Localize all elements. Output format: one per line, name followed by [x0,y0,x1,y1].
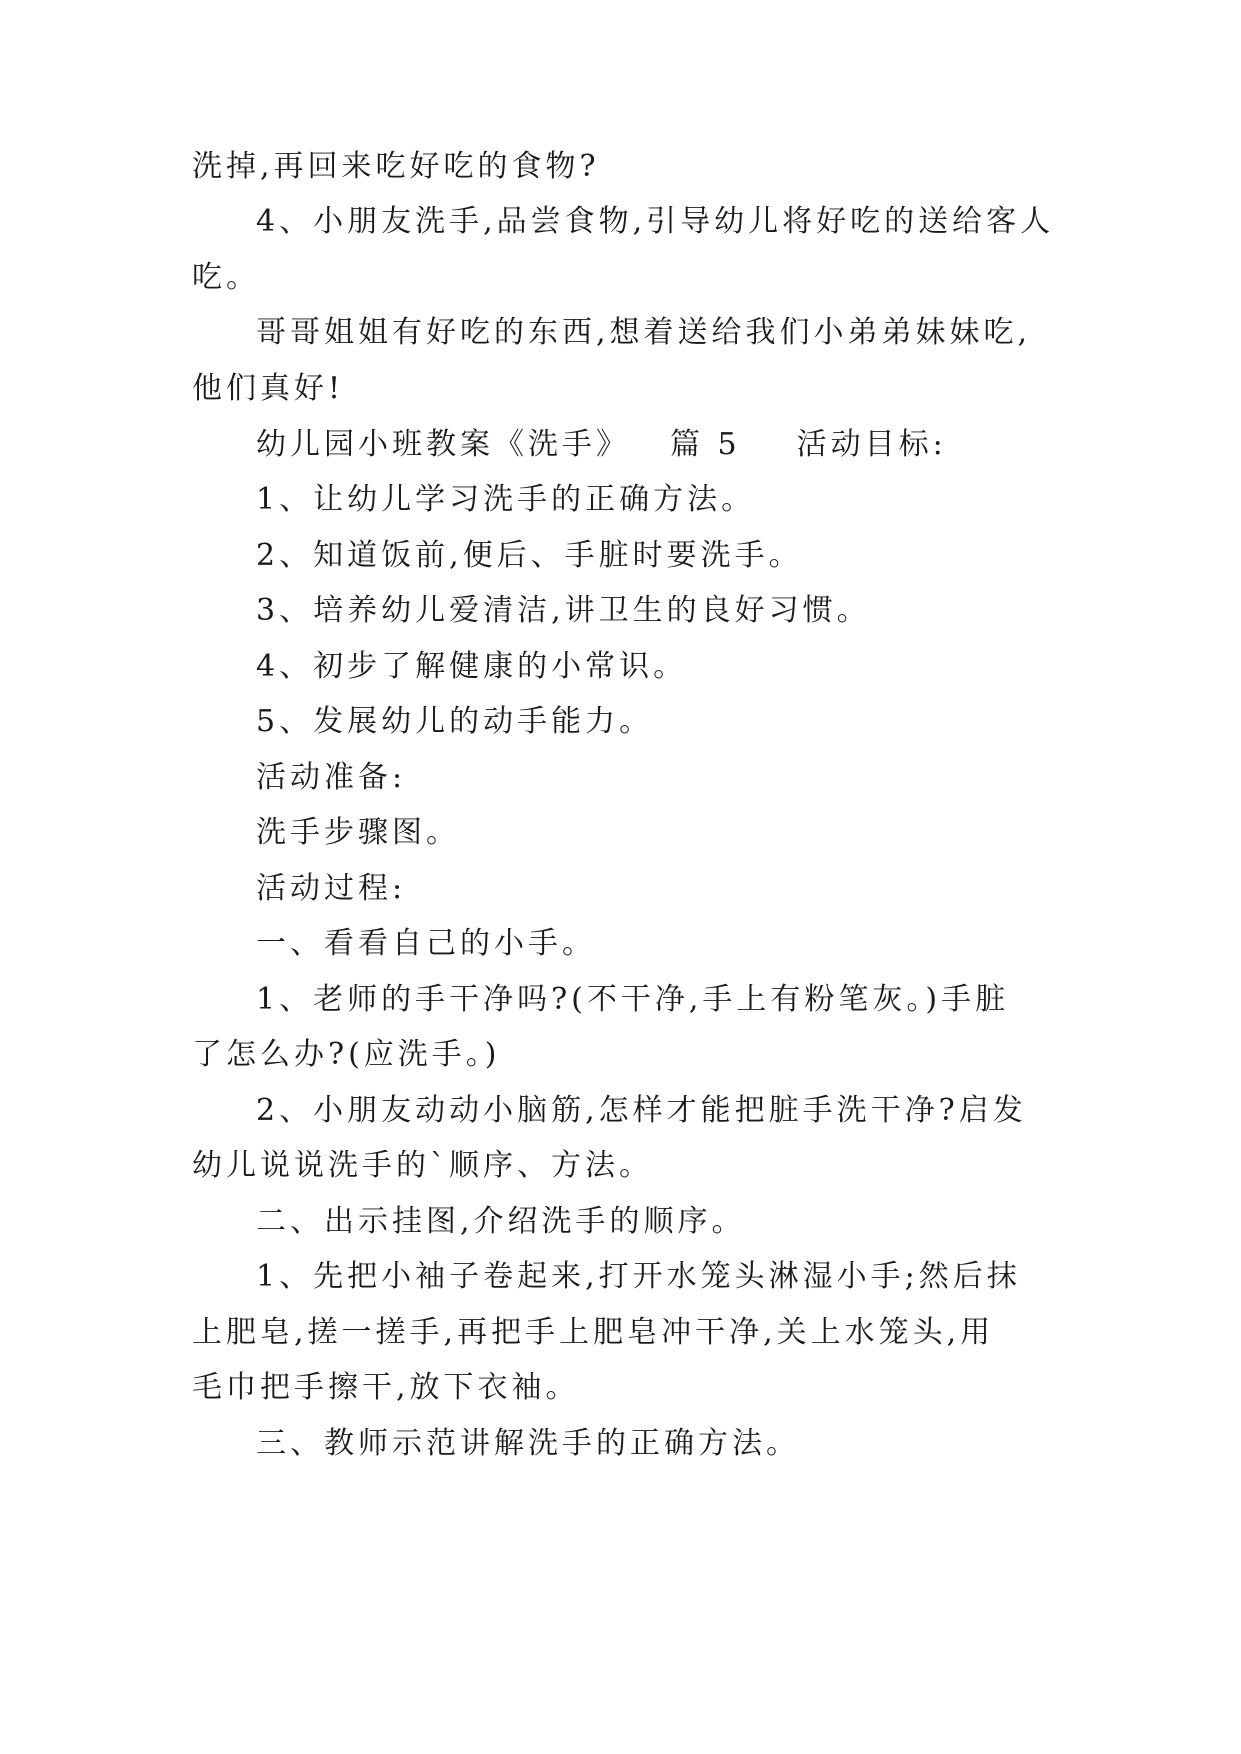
text-line: 他们真好! [192,371,345,406]
text-line: 吃。 [192,260,260,295]
text-line: 1、让幼儿学习洗手的正确方法。 [256,482,756,517]
text-line: 哥哥姐姐有好吃的东西,想着送给我们小弟弟妹妹吃, [256,315,1032,350]
text-line: 1、老师的手干净吗?(不干净,手上有粉笔灰。)手脏 [256,982,1010,1017]
text-line: 二、出示挂图,介绍洗手的顺序。 [256,1204,746,1239]
section-number: 篇 5 [670,427,741,462]
text-line: 洗手步骤图。 [256,815,460,850]
text-line: 了怎么办?(应洗手。) [192,1037,501,1072]
lesson-title: 幼儿园小班教案《洗手》 [256,427,630,462]
section-heading-line [256,425,1126,465]
text-line: 2、知道饭前,便后、手脏时要洗手。 [256,538,803,573]
text-line: 毛巾把手擦干,放下衣袖。 [192,1370,580,1405]
text-line: 活动过程: [256,871,407,906]
text-line: 三、教师示范讲解洗手的正确方法。 [256,1426,800,1461]
text-line: 4、小朋友洗手,品尝食物,引导幼儿将好吃的送给客人 [256,204,1055,239]
activity-goals-heading: 活动目标: [796,427,947,462]
text-line: 洗掉,再回来吃好吃的食物? [192,149,600,184]
text-line: 幼儿说说洗手的`顺序、方法。 [192,1148,653,1183]
text-line: 5、发展幼儿的动手能力。 [256,704,654,739]
text-line: 4、初步了解健康的小常识。 [256,649,688,684]
text-line: 一、看看自己的小手。 [256,926,596,961]
text-line: 活动准备: [256,760,407,795]
text-line: 3、培养幼儿爱清洁,讲卫生的良好习惯。 [256,593,871,628]
text-line: 1、先把小袖子卷起来,打开水笼头淋湿小手;然后抹 [256,1259,1021,1294]
text-line: 2、小朋友动动小脑筋,怎样才能把脏手洗干净?启发 [256,1093,1027,1128]
text-line: 上肥皂,搓一搓手,再把手上肥皂冲干净,关上水笼头,用 [192,1315,995,1350]
